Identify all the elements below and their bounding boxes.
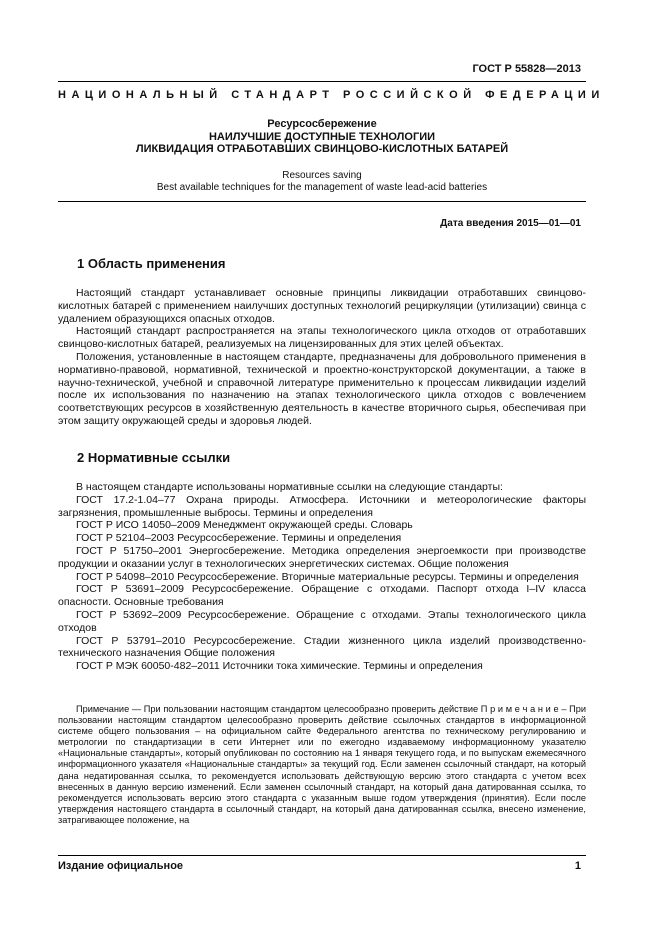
reference-item: ГОСТ Р 54098–2010 Ресурсосбережение. Вторичные материальные ресурсы. Термины и определения bbox=[76, 570, 579, 583]
intro-date: Дата введения 2015—01—01 bbox=[440, 218, 581, 229]
paragraph: Настоящий стандарт распространяется на этапы технологического цикла отходов от отработавших свинцово-кислотных батарей, реализуемых на лицензированных для этих целей объектах. bbox=[58, 325, 586, 351]
paragraph: Положения, установленные в настоящем стандарте, предназначены для добровольного применения в нормативно-правовой, нормативной, технической и проектно-конструкторской документации, а также в научно-технической, учебной и справочной литературе применительно к процессам ликвидации изделий после их использования по назначению на этапах технологического цикла отходов с вовлечением соответствующих ресурсов в хозяйственную деятельность в качестве вторичного сырья, обеспечивая при этом защиту окружающей среды и здоровья людей. bbox=[58, 350, 586, 427]
section-scope bbox=[58, 256, 586, 428]
official-edition-label: Издание официальное bbox=[58, 860, 184, 872]
title-rule bbox=[58, 201, 586, 202]
section-heading: 2 Нормативные ссылки bbox=[77, 450, 231, 465]
reference-item: ГОСТ Р 52104–2003 Ресурсосбережение. Термины и определения bbox=[76, 532, 402, 545]
reference-item: ГОСТ Р 53691–2009 Ресурсосбережение. Обращение с отходами. Паспорт отхода I–IV класса опасности. Основные требования bbox=[58, 583, 586, 609]
footer-rule bbox=[58, 855, 586, 856]
note-block bbox=[58, 704, 586, 826]
note-text: Примечание — При пользовании настоящим стандартом целесообразно проверить действие П р и м е ч а н и е – При пользовании настоящим стандартом целесообразно проверить действие ссылочных стандартов в информационной системе общего пользования – на официальном сайте Федерального агентства по техническому регулированию и метрологии по стандартизации в сети Интернет или по ежегодно издаваемому информационному указателю «Национальные стандарты», который опубликован по состоянию на 1 января текущего года, и по выпускам ежемесячного информационного указателя «Национальные стандарты» за текущий год. Если заменен ссылочный стандарт, на который дана недатированная ссылка, то рекомендуется использовать действующую версию этого стандарта с учетом всех внесенных в данную версию изменений. Если заменен ссылочный стандарт, на который дана датированная ссылка, то рекомендуется использовать версию этого стандарта с указанным выше годом утверждения (принятия). Если после утверждения настоящего стандарта в ссылочный стандарт, на который дана датированная ссылка, внесено изменение, затрагивающее положение, на bbox=[58, 704, 586, 825]
title-block bbox=[58, 118, 586, 195]
section-normative-references bbox=[58, 450, 586, 673]
reference-item: ГОСТ Р 53692–2009 Ресурсосбережение. Обращение с отходами. Этапы технологического цикла отходов bbox=[58, 608, 586, 634]
section-heading: 1 Область применения bbox=[77, 256, 226, 271]
reference-item: ГОСТ 17.2-1.04–77 Охрана природы. Атмосфера. Источники и метеорологические факторы загрязнения, промышленные выбросы. Термины и определения bbox=[58, 493, 586, 519]
national-standard-line: НАЦИОНАЛЬНЫЙ СТАНДАРТ РОССИЙСКОЙ ФЕДЕРАЦИИ bbox=[58, 89, 605, 101]
reference-item: ГОСТ Р МЭК 60050-482–2011 Источники тока химические. Термины и определения bbox=[76, 660, 483, 673]
page-number: 1 bbox=[574, 860, 581, 872]
reference-item: ГОСТ Р 51750–2001 Энергосбережение. Методика определения энергоемкости при производстве продукции и оказании услуг в технологических энергетических системах. Общие положения bbox=[58, 544, 586, 570]
reference-item: ГОСТ Р 53791–2010 Ресурсосбережение. Стадии жизненного цикла изделий производственно-технического назначения Общие положения bbox=[58, 634, 586, 660]
gost-code: ГОСТ Р 55828—2013 bbox=[472, 63, 581, 75]
title-ru-line1: Ресурсосбережение bbox=[267, 118, 377, 130]
references-intro: В настоящем стандарте использованы нормативные ссылки на следующие стандарты: bbox=[76, 481, 503, 493]
title-en-line1: Resources saving bbox=[282, 169, 362, 181]
title-ru-line3: ЛИКВИДАЦИЯ ОТРАБОТАВШИХ СВИНЦОВО-КИСЛОТНЫХ БАТАРЕЙ bbox=[135, 143, 509, 155]
title-en-line2: Best available techniques for the management of waste lead-acid batteries bbox=[156, 182, 488, 193]
paragraph: Настоящий стандарт устанавливает основные принципы ликвидации отработавших свинцово-кислотных батарей с применением наилучших доступных технологий рециркуляции (утилизации) свинца с удалением образующихся опасных отходов. bbox=[58, 287, 586, 325]
reference-item: ГОСТ Р ИСО 14050–2009 Менеджмент окружающей среды. Словарь bbox=[76, 519, 413, 532]
title-ru-line2: НАИЛУЧШИЕ ДОСТУПНЫЕ ТЕХНОЛОГИИ bbox=[208, 130, 435, 143]
header-rule bbox=[58, 81, 586, 82]
